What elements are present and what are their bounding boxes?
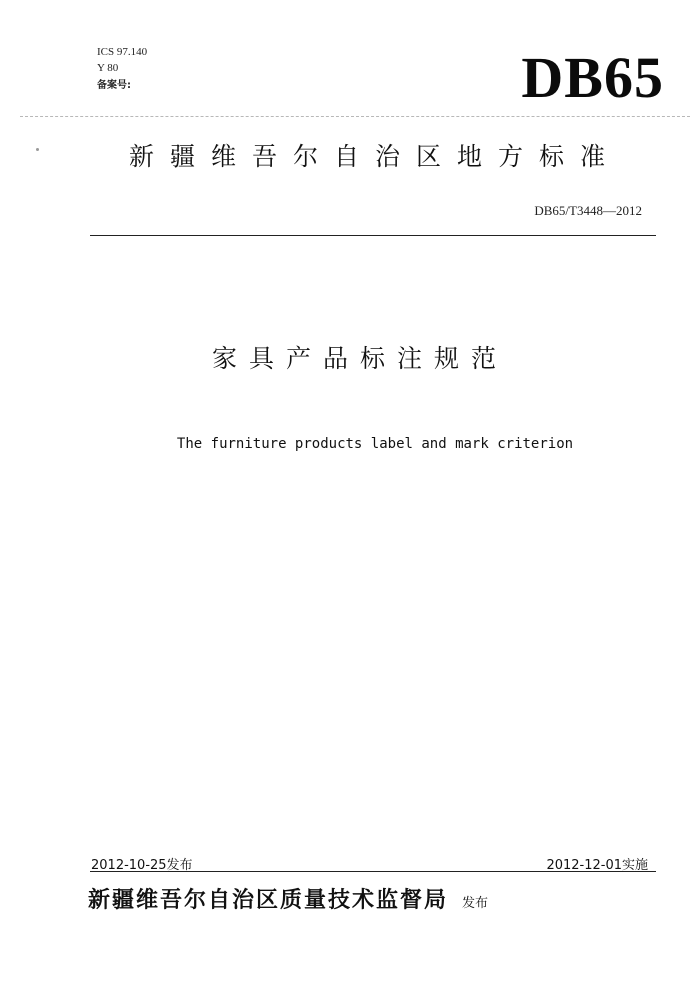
document-title-english: The furniture products label and mark criterion xyxy=(176,436,574,452)
issuing-authority: 新疆维吾尔自治区质量技术监督局 xyxy=(88,888,449,913)
implementation-date: 2012-12-01实施 xyxy=(546,858,648,873)
issue-word: 发布 xyxy=(462,896,489,911)
standard-type-heading: 新疆维吾尔自治区地方标准 xyxy=(128,142,621,171)
issue-date: 2012-10-25发布 xyxy=(91,858,193,873)
document-title-chinese: 家具产品标注规范 xyxy=(211,344,508,373)
standard-number: DB65/T3448—2012 xyxy=(534,203,642,218)
issuer-row xyxy=(88,883,488,914)
classification-code: Y 80 xyxy=(97,62,119,74)
record-number-label: 备案号: xyxy=(97,80,131,91)
header-divider xyxy=(90,235,656,236)
ics-code: ICS 97.140 xyxy=(97,46,148,58)
top-divider xyxy=(20,116,690,117)
footer-divider xyxy=(90,871,656,872)
standard-logo: DB65 xyxy=(521,45,664,110)
